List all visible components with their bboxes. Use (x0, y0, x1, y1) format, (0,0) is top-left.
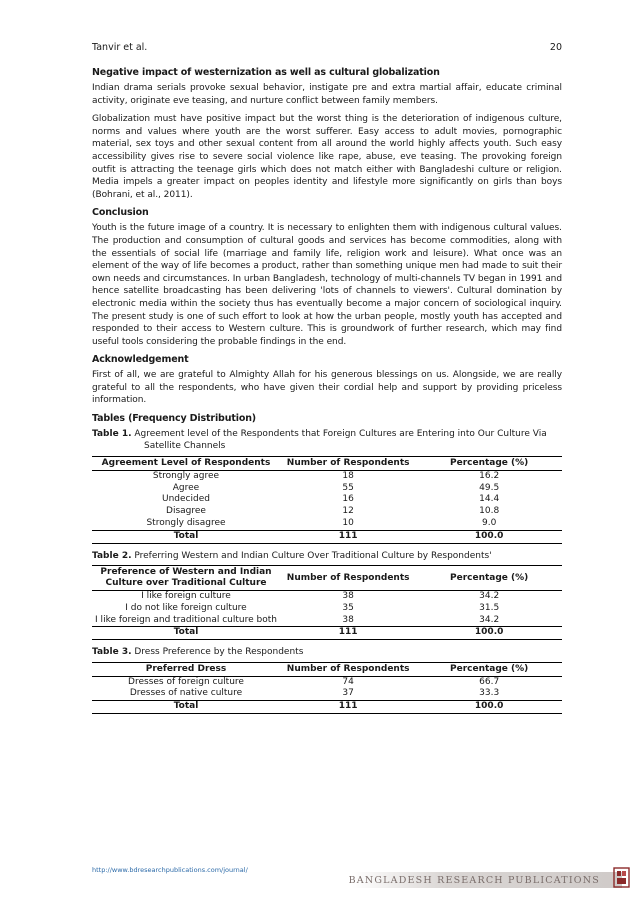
table-total-row (92, 530, 562, 543)
publisher-banner (348, 872, 622, 888)
table-row (92, 506, 562, 518)
section-heading-tables: Tables (Frequency Distribution) (92, 413, 257, 425)
table-cell: 31.5 (479, 602, 500, 613)
publisher-logo-icon (613, 867, 630, 888)
table-cell: 34.2 (479, 591, 500, 602)
table-label: Table 1. (92, 429, 132, 440)
table-cell: 16 (342, 494, 354, 505)
table-cell: 12 (342, 506, 354, 517)
table-cell: 9.0 (481, 518, 497, 529)
table-cell: 55 (342, 482, 354, 493)
paragraph: Globalization must have positive impact but the worst thing is the deterioration of indigenous culture, norms and values where youth are the worst sufferer. Easy access to adult movies, pornographic material, sex toys and other sexual content from all around the world highly affects youth. Such easy accessibility gives rise to severe social violence like rape, abuse, eve teasing. The provoking foreign outfit is attracting the teenage girls which does not match either with Bangladeshi culture or religion. Media impels a greater impact on peoples identity and lifestyle more significantly on girls than boys (Bohrani, et al., 2011). (92, 114, 562, 200)
paragraph: First of all, we are grateful to Almighty Allah for his generous blessings on us. Alongside, we are really grateful to all the respondents, who have given their cordial help and support by providing priceless information. (92, 370, 562, 406)
table-row (92, 483, 562, 495)
table-cell: Total (92, 701, 280, 714)
table-row (92, 591, 562, 603)
table-label: Table 3. (92, 647, 132, 658)
section-heading-westernization: Negative impact of westernization as well as cultural globalization (92, 67, 440, 78)
table-total-row (92, 701, 562, 714)
table-1 (92, 456, 562, 544)
table-cell: 16.2 (479, 470, 500, 481)
publisher-name: BANGLADESH RESEARCH PUBLICATIONS (348, 875, 600, 886)
paragraph: Youth is the future image of a country. It is necessary to enlighten them with indigenous cultural values. The production and consumption of cultural goods and services has become commodities, along with the essentials of social life (marriage and family life, religion work and leisure). What once was an element of the way of life becomes a product, rather than something unique men had made to suit their own needs and circumstances. In urban Bangladesh, technology of multi-channels TV began in 1991 and hence satellite broadcasting has been delivering 'lots of channels to viewers'. Cultural domination by electronic media within the society thus has eventually become a major concern of sociological inquiry. The present study is one of such effort to look at how the urban people, mostly youth has accepted and responded to their access to Western culture. This is groundwork of further research, which may find useful tools considering the probable findings in the end. (92, 223, 562, 347)
table-cell: 10 (342, 518, 354, 529)
column-header: Number of Respondents (280, 566, 416, 591)
table-cell: 37 (342, 688, 354, 699)
table-row (92, 615, 562, 627)
table-caption-text: Preferring Western and Indian Culture Over Traditional Culture by Respondents' (134, 550, 492, 561)
table-cell: 111 (280, 530, 416, 543)
table-cell: 74 (342, 676, 354, 687)
table-caption-2 (92, 550, 562, 562)
header-authors: Tanvir et al. (92, 42, 148, 53)
table-cell: I like foreign and traditional culture both (95, 614, 277, 625)
table-caption-text: Agreement level of the Respondents that Foreign Cultures are Entering into Our Culture Via Satellite Channels (134, 429, 547, 452)
table-cell: 100.0 (416, 701, 562, 714)
journal-url-link[interactable]: http://www.bdresearchpublications.com/journal/ (92, 866, 248, 874)
section-heading-conclusion: Conclusion (92, 207, 149, 219)
table-row (92, 470, 562, 482)
table-cell: 14.4 (479, 494, 500, 505)
table-cell: Agree (172, 482, 200, 493)
column-header: Agreement Level of Respondents (92, 456, 280, 470)
table-cell: 100.0 (416, 627, 562, 640)
running-header (92, 42, 562, 53)
table-cell: 100.0 (416, 530, 562, 543)
table-cell: Strongly agree (152, 470, 220, 481)
table-cell: Undecided (162, 494, 210, 505)
table-cell: Strongly disagree (146, 518, 226, 529)
table-caption-text: Dress Preference by the Respondents (134, 647, 304, 658)
table-cell: Total (92, 627, 280, 640)
column-header: Percentage (%) (416, 662, 562, 676)
table-row (92, 603, 562, 615)
table-cell: Total (92, 530, 280, 543)
table-cell: 10.8 (479, 506, 500, 517)
column-header: Number of Respondents (280, 456, 416, 470)
table-cell: 34.2 (479, 614, 500, 625)
table-cell: Dresses of native culture (129, 688, 243, 699)
table-3 (92, 662, 562, 714)
table-caption-1 (92, 428, 562, 453)
table-cell: 38 (342, 591, 354, 602)
table-cell: I do not like foreign culture (125, 602, 247, 613)
table-row (92, 494, 562, 506)
column-header: Preference of Western and Indian Culture over Traditional Culture (92, 566, 280, 591)
page-number: 20 (549, 42, 562, 53)
table-row (92, 518, 562, 530)
table-cell: 35 (342, 602, 354, 613)
table-cell: 66.7 (479, 676, 500, 687)
table-cell: I like foreign culture (141, 591, 231, 602)
table-cell: 38 (342, 614, 354, 625)
table-cell: Dresses of foreign culture (128, 676, 244, 687)
table-cell: 111 (280, 627, 416, 640)
table-caption-3 (92, 646, 562, 658)
table-total-row (92, 627, 562, 640)
page-body (92, 42, 562, 720)
column-header: Percentage (%) (416, 456, 562, 470)
section-heading-acknowledgement: Acknowledgement (92, 354, 189, 366)
column-header: Percentage (%) (416, 566, 562, 591)
table-cell: 111 (280, 701, 416, 714)
column-header: Number of Respondents (280, 662, 416, 676)
table-row (92, 688, 562, 700)
table-label: Table 2. (92, 550, 132, 561)
table-cell: 18 (342, 470, 354, 481)
table-cell: 49.5 (479, 482, 500, 493)
table-2 (92, 565, 562, 640)
table-row (92, 676, 562, 688)
paragraph: Indian drama serials provoke sexual behavior, instigate pre and extra martial affair, educate criminal activity, originate eve teasing, and nurture conflict between family members. (92, 83, 562, 106)
table-cell: Disagree (166, 506, 206, 517)
column-header: Preferred Dress (92, 662, 280, 676)
table-cell: 33.3 (479, 688, 500, 699)
